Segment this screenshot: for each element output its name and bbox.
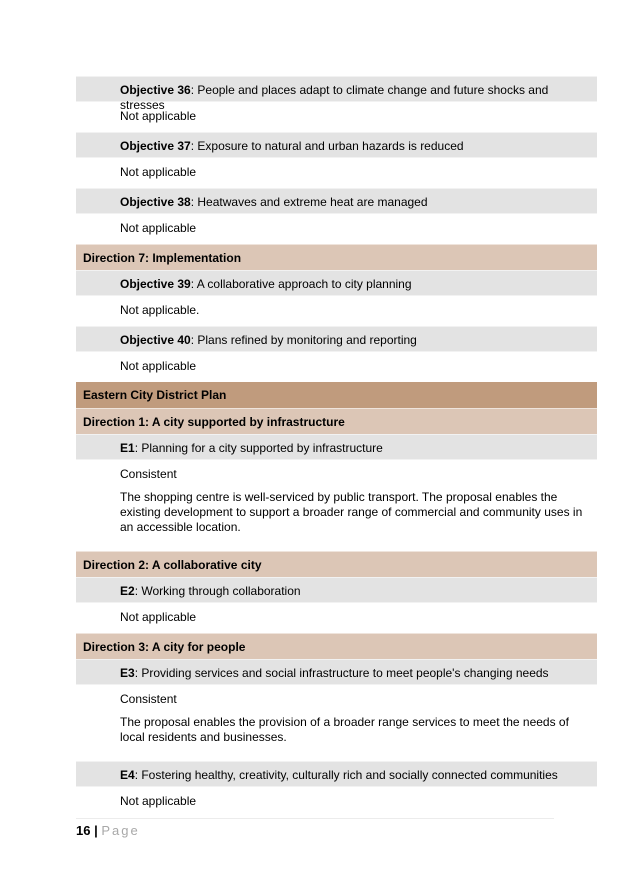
page-footer <box>76 818 554 838</box>
objective-row <box>76 132 597 158</box>
status-row: Not applicable <box>120 221 197 235</box>
footer-separator: | <box>90 823 102 838</box>
objective-row <box>76 326 597 352</box>
objective-row <box>76 577 597 603</box>
objective-text: : Planning for a city supported by infrastructure <box>134 441 383 455</box>
plan-heading: Eastern City District Plan <box>76 382 597 408</box>
page-word: Page <box>101 823 140 838</box>
consistency-table <box>76 76 597 817</box>
status-row: Not applicable <box>120 359 197 373</box>
objective-label: Objective 38 <box>120 195 191 209</box>
objective-text: : Fostering healthy, creativity, culturally rich and socially connected communities <box>134 768 558 782</box>
objective-text: : People and places adapt to climate change and future shocks and stresses <box>120 83 549 112</box>
objective-row <box>76 434 597 460</box>
status-description <box>76 715 597 761</box>
objective-text: : Heatwaves and extreme heat are managed <box>190 195 428 209</box>
objective-label: E4 <box>120 768 135 782</box>
objective-label: Objective 40 <box>120 333 191 347</box>
direction-heading: Direction 1: A city supported by infrastructure <box>76 408 597 434</box>
objective-label: Objective 39 <box>120 277 191 291</box>
objective-label: E3 <box>120 666 135 680</box>
page-number: 16 <box>76 823 91 838</box>
direction-heading: Direction 7: Implementation <box>76 244 597 270</box>
objective-row <box>76 188 597 214</box>
objective-label: Objective 36 <box>120 83 191 97</box>
objective-text: : Providing services and social infrastructure to meet people's changing needs <box>134 666 549 680</box>
objective-label: E1 <box>120 441 135 455</box>
direction-heading: Direction 3: A city for people <box>76 633 597 659</box>
objective-label: Objective 37 <box>120 139 191 153</box>
objective-row <box>76 761 597 787</box>
objective-row <box>76 659 597 685</box>
objective-text: : Working through collaboration <box>134 584 301 598</box>
status-row: Consistent <box>120 467 177 481</box>
objective-row <box>76 270 597 296</box>
objective-row <box>76 76 597 112</box>
status-row: Consistent <box>120 692 177 706</box>
objective-text: : Plans refined by monitoring and reporting <box>190 333 417 347</box>
status-row: Not applicable <box>120 794 197 808</box>
objective-label: E2 <box>120 584 135 598</box>
status-detail: The shopping centre is well-serviced by public transport. The proposal enables the existing development to support a broader range of commercial and community uses in an accessible location. <box>120 490 583 534</box>
status-description <box>76 490 597 551</box>
objective-text: : A collaborative approach to city planning <box>190 277 412 291</box>
status-row: Not applicable <box>120 165 197 179</box>
objective-text: : Exposure to natural and urban hazards is reduced <box>190 139 464 153</box>
status-row: Not applicable <box>120 109 197 123</box>
status-row: Not applicable <box>120 610 197 624</box>
status-row: Not applicable. <box>120 303 200 317</box>
direction-heading: Direction 2: A collaborative city <box>76 551 597 577</box>
status-detail: The proposal enables the provision of a broader range services to meet the needs of local residents and businesses. <box>120 715 569 744</box>
